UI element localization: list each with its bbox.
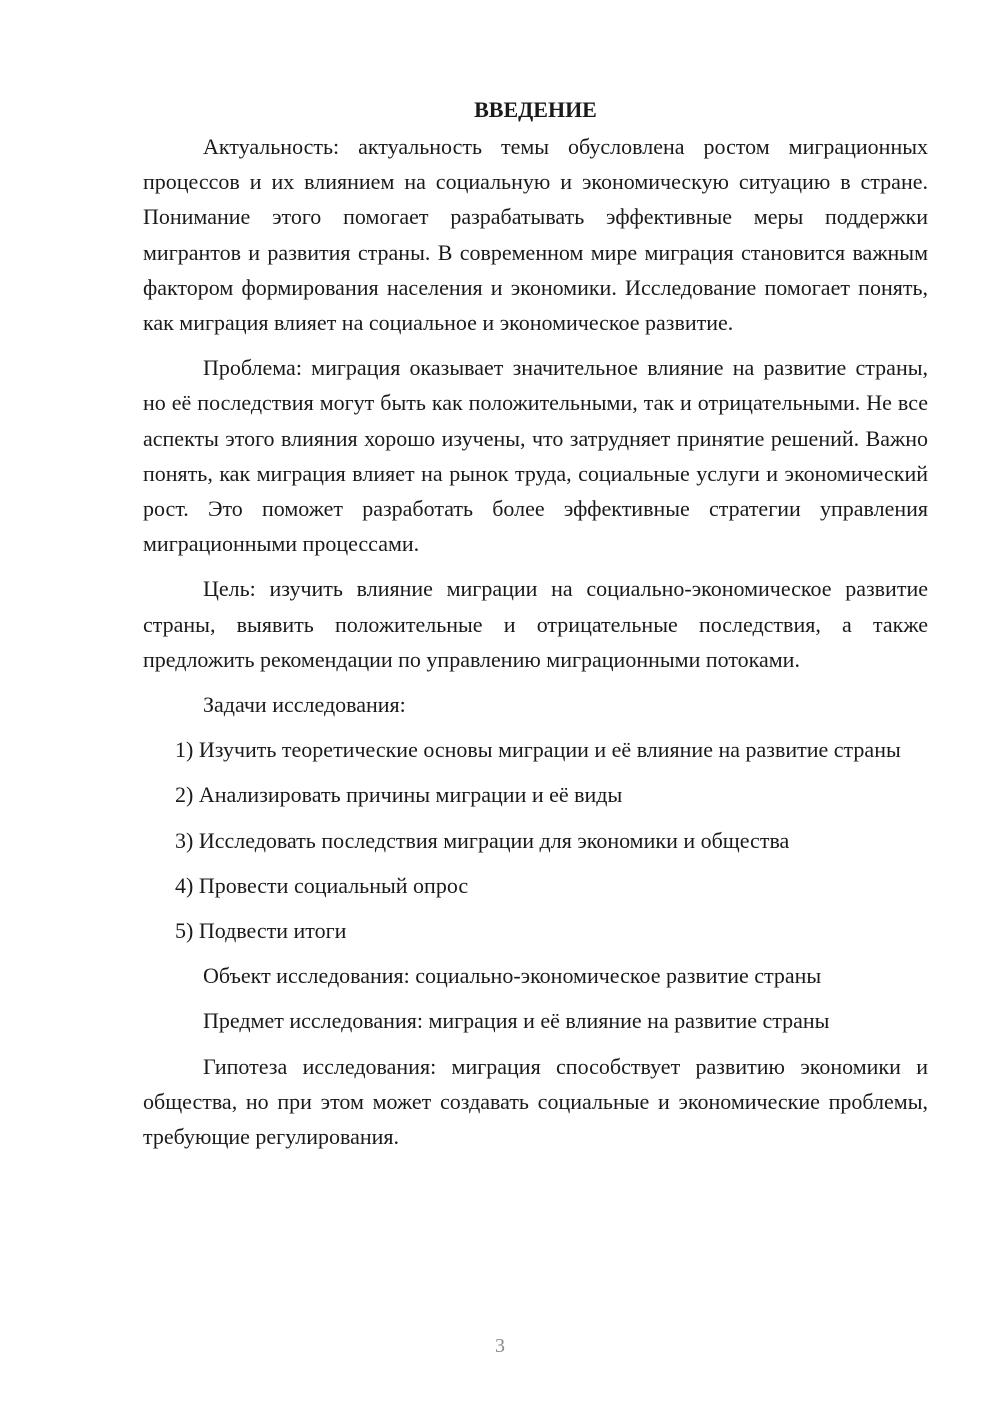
list-item: 4) Провести социальный опрос bbox=[175, 872, 469, 898]
list-item: 2) Анализировать причины миграции и её виды bbox=[175, 782, 623, 808]
list-item: 1) Изучить теоретические основы миграции и её влияние на развитие страны bbox=[175, 737, 901, 763]
tasks-list bbox=[143, 732, 928, 948]
paragraph-object: Объект исследования: социально-экономическое развитие страны bbox=[203, 963, 822, 989]
paragraph-goal: Цель: изучить влияние миграции на социально-экономическое развитие страны, выявить положительные и отрицательные последствия, а также предложить рекомендации по управлению миграционными потоками. bbox=[143, 576, 928, 672]
tasks-heading: Задачи исследования: bbox=[203, 692, 406, 718]
paragraph-problem: Проблема: миграция оказывает значительное влияние на развитие страны, но её последствия могут быть как положительными, так и отрицательными. Не все аспекты этого влияния хорошо изучены, что затрудняет принятие решений. Важно понять, как миграция влияет на рынок труда, социальные услуги и экономический рост. Это поможет разработать более эффективные стратегии управления миграционными процессами. bbox=[143, 355, 928, 557]
page-title: ВВЕДЕНИЕ bbox=[474, 97, 597, 122]
document-page bbox=[143, 92, 928, 1164]
list-item: 3) Исследовать последствия миграции для экономики и общества bbox=[175, 827, 790, 853]
paragraph-hypothesis: Гипотеза исследования: миграция способствует развитию экономики и общества, но при этом может создавать социальные и экономические проблемы, требующие регулирования. bbox=[143, 1053, 928, 1150]
page-number: 3 bbox=[495, 1335, 505, 1357]
paragraph-relevance: Актуальность: актуальность темы обусловлена ростом миграционных процессов и их влиянием на социальную и экономическую ситуацию в стране. Понимание этого помогает разрабатывать эффективные меры поддержки мигрантов и развития страны. В современном мире миграция становится важным фактором формирования населения и экономики. Исследование помогает понять, как миграция влияет на социальное и экономическое развитие. bbox=[143, 134, 928, 336]
list-item: 5) Подвести итоги bbox=[175, 918, 347, 944]
paragraph-subject: Предмет исследования: миграция и её влияние на развитие страны bbox=[203, 1008, 830, 1034]
